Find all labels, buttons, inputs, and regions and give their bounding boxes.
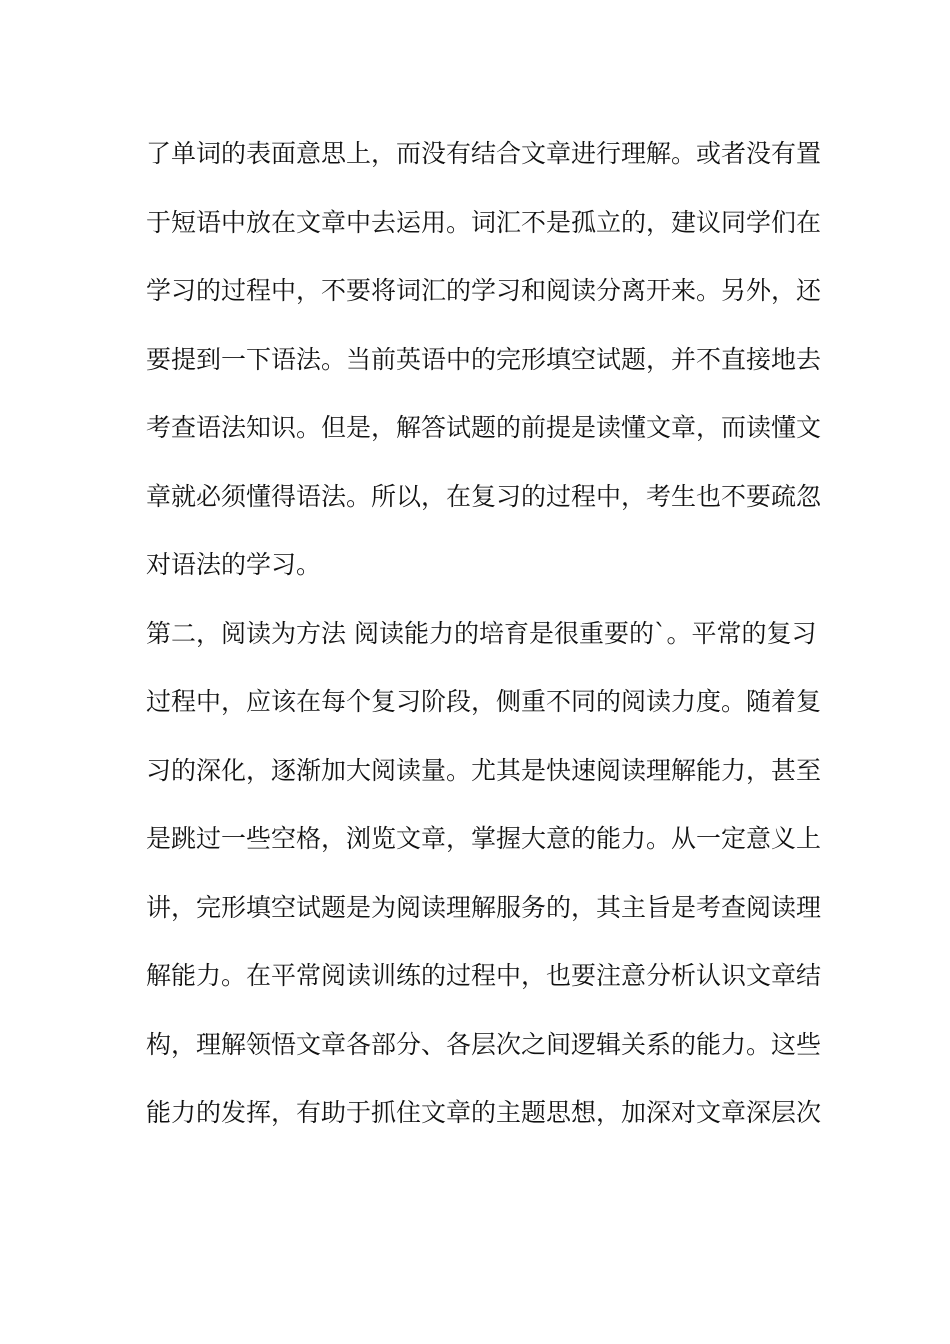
text-line: 要提到一下语法。当前英语中的完形填空试题，并不直接地去 [146, 344, 822, 374]
text-line: 于短语中放在文章中去运用。词汇不是孤立的，建议同学们在 [146, 207, 822, 237]
text-line: 章就必须懂得语法。所以，在复习的过程中，考生也不要疏忽 [146, 481, 822, 511]
text-line: 过程中，应该在每个复习阶段，侧重不同的阅读力度。随着复 [146, 687, 822, 716]
text-line: 学习的过程中，不要将词汇的学习和阅读分离开来。另外，还 [146, 276, 822, 305]
text-line: 对语法的学习。 [146, 550, 322, 579]
text-line: 构，理解领悟文章各部分、各层次之间逻辑关系的能力。这些 [146, 1029, 822, 1059]
text-line: 第二，阅读为方法 阅读能力的培育是很重要的`。平常的复习 [146, 618, 817, 648]
text-line: 讲，完形填空试题是为阅读理解服务的，其主旨是考查阅读理 [146, 892, 822, 922]
text-line: 是跳过一些空格，浏览文章，掌握大意的能力。从一定意义上 [146, 824, 822, 853]
text-line: 考查语法知识。但是，解答试题的前提是读懂文章，而读懂文 [146, 413, 822, 442]
text-line: 解能力。在平常阅读训练的过程中，也要注意分析认识文章结 [146, 961, 822, 990]
text-line: 能力的发挥，有助于抓住文章的主题思想，加深对文章深层次 [146, 1098, 822, 1127]
text-line: 习的深化，逐渐加大阅读量。尤其是快速阅读理解能力，甚至 [146, 755, 822, 785]
body-text [146, 130, 822, 1158]
text-line: 了单词的表面意思上，而没有结合文章进行理解。或者没有置 [146, 139, 822, 168]
